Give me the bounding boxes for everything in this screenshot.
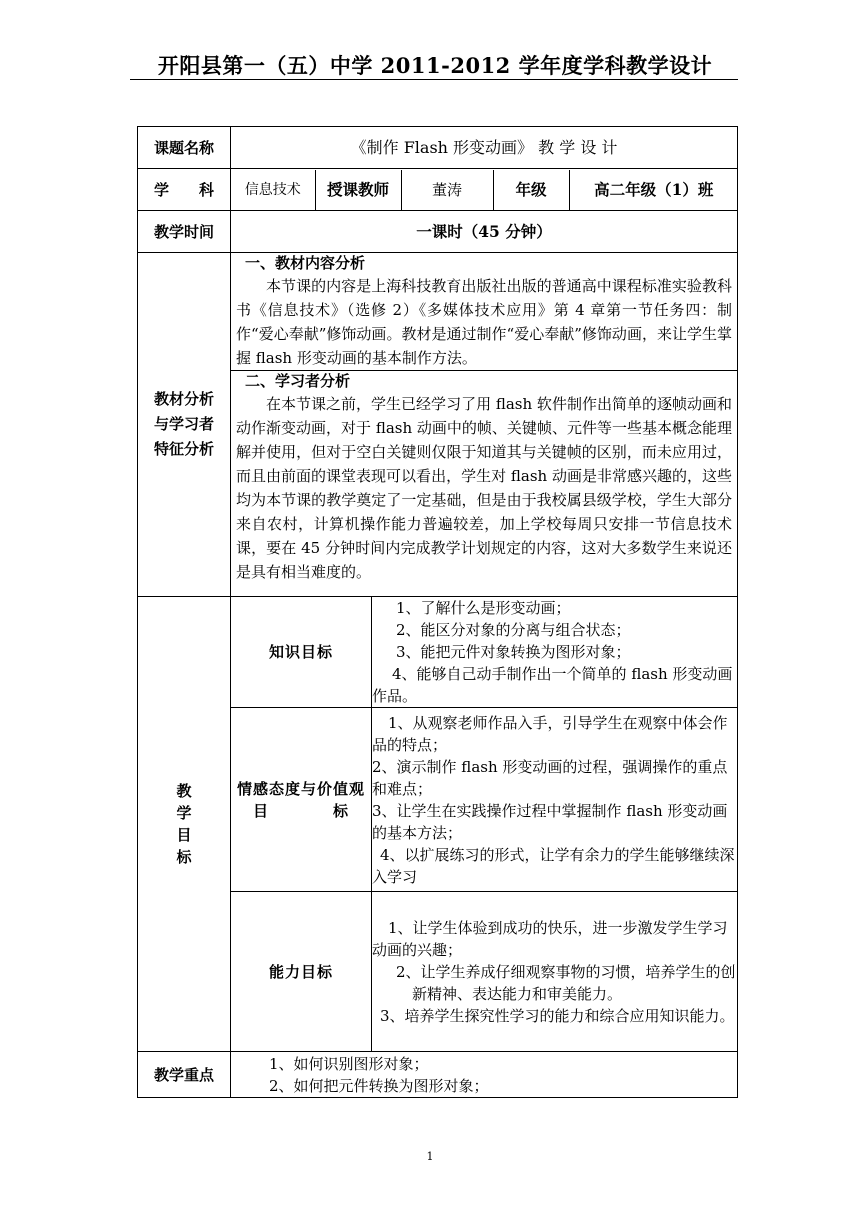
teacher-value: 董涛 — [401, 170, 493, 210]
key-points-list — [231, 1052, 738, 1098]
row-time — [138, 211, 738, 253]
page-number: 1 — [426, 1150, 434, 1163]
document-header-title: 开阳县第一（五）中学 2011-2012 学年度学科教学设计 — [157, 53, 713, 78]
attitude-goal-item: 4、以扩展练习的形式，让学有余力的学生能够继续深入学习 — [372, 845, 735, 886]
goals-label — [138, 597, 231, 1052]
goals-label-char-1: 教 — [176, 782, 192, 800]
analysis-label-line-1: 教材分析 — [153, 390, 214, 408]
header-rule — [130, 79, 738, 80]
key-points-label: 教学重点 — [138, 1052, 231, 1098]
subject-value: 信息技术 — [231, 170, 315, 210]
analysis-label-line-2: 与学习者 — [153, 415, 214, 433]
subject-row-cells — [231, 170, 738, 210]
ability-goal-item: 3、培养学生探究性学习的能力和综合应用知识能力。 — [380, 1006, 735, 1025]
key-point-item: 2、如何把元件转换为图形对象； — [269, 1076, 489, 1095]
attitude-goals-label — [231, 708, 372, 892]
section-material-text: 本节课的内容是上海科技教育出版社出版的普通高中课程标准实验教科书《信息技术》（选修 2）《多媒体技术应用》第 4 章第一节任务四：制作“爱心奉献”修饰动画。教材是通过制作“爱心奉献”修饰动画，来让学生掌握 flash 形变动画的基本制作方法。 — [236, 277, 733, 367]
time-label: 教学时间 — [138, 211, 231, 253]
topic-label: 课题名称 — [138, 127, 231, 169]
lesson-plan-table — [137, 126, 738, 1098]
goals-label-char-3: 目 — [176, 826, 192, 844]
row-material-analysis — [138, 253, 738, 371]
grade-label: 年级 — [493, 170, 569, 210]
analysis-label — [138, 253, 231, 597]
row-subject — [138, 169, 738, 211]
attitude-goals-list — [372, 708, 738, 892]
ability-goal-item: 1、让学生体验到成功的快乐，进一步激发学生学习动画的兴趣； — [372, 918, 728, 959]
goals-label-char-4: 标 — [176, 848, 192, 866]
topic-value: 《制作 Flash 形变动画》 教 学 设 计 — [231, 127, 738, 169]
section-learner-text: 在本节课之前，学生已经学习了用 flash 软件制作出简单的逐帧动画和动作渐变动画，对于 flash 动画中的帧、关键帧、元件等一些基本概念能理解并使用，但对于空白关键则仅限于知道其与关键帧的区别，而未应用过，而且由前面的课堂表现可以看出，学生对 flash 动画是非常感兴趣的，这些均为本节课的教学奠定了一定基础，但是由于我校属县级学校，学生大部分来自农村，计算机操作能力普遍较差，加上学校每周只安排一节信息技术课，要在 45 分钟时间内完成教学计划规定的内容，这对大多数学生来说还是具有相当难度的。 — [236, 395, 733, 581]
ability-goals-label: 能力目标 — [231, 892, 372, 1052]
knowledge-goals-list — [372, 597, 738, 708]
attitude-goals-label-line-1: 情感态度与价值观 — [236, 779, 365, 798]
row-topic — [138, 127, 738, 169]
section-learner-title: 二、学习者分析 — [245, 372, 351, 390]
grade-value: 高二年级（1）班 — [594, 179, 714, 199]
knowledge-goal-item: 4、能够自己动手制作出一个简单的 flash 形变动画作品。 — [372, 665, 733, 705]
row-key-points — [138, 1052, 738, 1098]
knowledge-goal-item: 2、能区分对象的分离与组合状态； — [396, 621, 631, 639]
key-point-item: 1、如何识别图形对象； — [269, 1054, 429, 1073]
row-knowledge-goals — [138, 597, 738, 708]
time-value: 一课时（45 分钟） — [231, 211, 738, 253]
section-material-title: 一、教材内容分析 — [245, 254, 366, 272]
analysis-label-line-3: 特征分析 — [153, 440, 214, 458]
knowledge-goals-label: 知识目标 — [231, 597, 372, 708]
attitude-goal-item: 1、从观察老师作品入手，引导学生在观察中体会作品的特点； — [372, 713, 728, 754]
ability-goals-list — [372, 892, 738, 1052]
attitude-goals-label-line-2: 目 标 — [252, 801, 349, 820]
attitude-goal-item: 2、演示制作 flash 形变动画的过程，强调操作的重点和难点； — [372, 757, 728, 798]
ability-goal-item: 2、让学生养成仔细观察事物的习惯，培养学生的创新精神、表达能力和审美能力。 — [396, 962, 736, 1003]
goals-label-char-2: 学 — [176, 804, 192, 822]
knowledge-goal-item: 1、了解什么是形变动画； — [396, 599, 571, 617]
attitude-goal-item: 3、让学生在实践操作过程中掌握制作 flash 形变动画的基本方法； — [372, 801, 728, 842]
knowledge-goal-item: 3、能把元件对象转换为图形对象； — [396, 643, 631, 661]
subject-label: 学 科 — [138, 169, 231, 211]
teacher-label: 授课教师 — [315, 170, 401, 210]
